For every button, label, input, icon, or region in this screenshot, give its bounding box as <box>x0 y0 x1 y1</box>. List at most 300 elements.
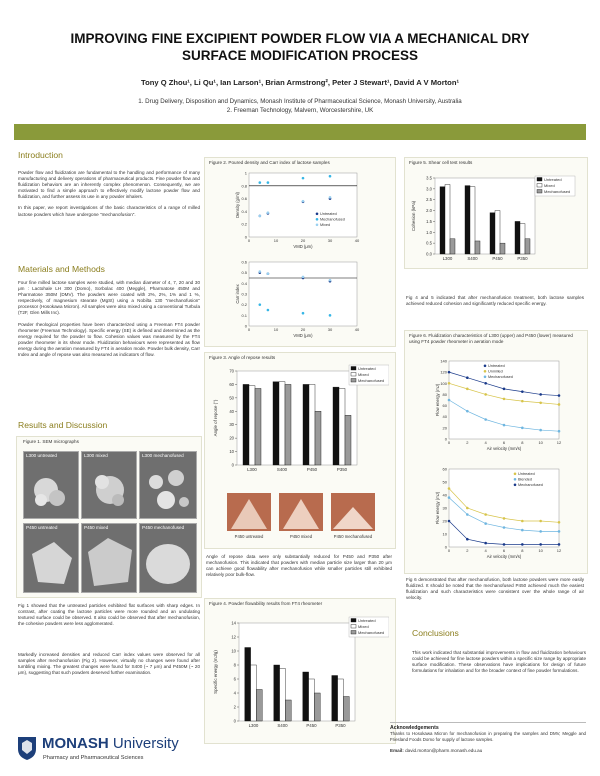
x-axis-label: VMD (μm) <box>293 333 313 338</box>
figure-5-discussion: Fig 4 and 5 indicated that after mechanofusion treatment, both lactose samples achieved reduced cohesion and significantly reduced specific energy. <box>406 295 584 307</box>
legend-label: Mechanofused <box>358 629 385 635</box>
y-tick-label: 80 <box>442 391 447 397</box>
bar-mechanofused <box>285 700 291 721</box>
y-tick-label: 0.3 <box>241 291 247 297</box>
x-category-label: P350 <box>336 467 348 472</box>
y-tick-label: 0.2 <box>241 302 247 308</box>
data-point-mechanofused <box>539 543 542 546</box>
poster-title <box>0 30 600 64</box>
data-point-untreated <box>539 393 542 396</box>
legend-label: Untreated <box>544 176 562 182</box>
figure-5-title: Figure 5. Shear cell test results <box>409 160 473 165</box>
plot-area <box>249 262 357 326</box>
bar-untreated <box>303 672 309 721</box>
data-point-mechanofused <box>267 181 270 184</box>
figure-3-title: Figure 3. Angle of repose results <box>209 355 276 360</box>
data-point-untreated <box>466 507 469 510</box>
data-point-mixed <box>302 276 305 279</box>
y-tick-label: 14 <box>231 620 236 626</box>
data-point-blended <box>558 530 561 533</box>
x-tick-label: 0 <box>247 238 251 243</box>
x-tick-label: 8 <box>521 440 524 445</box>
legend-label: Unmilled <box>488 369 503 374</box>
sem-label: L300 mechanofused <box>142 453 184 458</box>
legend-label: Mixed <box>544 182 555 188</box>
x-tick-label: 12 <box>556 440 562 445</box>
data-point-untreated <box>484 513 487 516</box>
data-point-mechanofused <box>329 175 332 178</box>
data-point-untreated <box>503 517 506 520</box>
sem-image-p450-mechanofused <box>139 523 197 593</box>
data-point-mechanofused <box>484 542 487 545</box>
author-list: Tony Q Zhou¹, Li Qu¹, Ian Larson¹, Brian Armstrong², Peter J Stewart¹, David A V Morton¹ <box>141 78 459 87</box>
y-tick-label: 60 <box>442 403 447 409</box>
data-point-untreated <box>466 376 469 379</box>
bar-mixed <box>470 187 475 254</box>
data-point-mechanofused <box>503 424 506 427</box>
data-point-mechanofused <box>448 520 451 523</box>
photo-p450-mechanofused <box>331 493 375 531</box>
figure-5-cohesion-chart <box>409 168 581 266</box>
x-tick-label: 10 <box>538 548 543 553</box>
x-category-label: S400 <box>467 256 478 261</box>
x-tick-label: 30 <box>327 327 333 332</box>
photo-caption: P450 untreated <box>234 534 264 539</box>
bar-untreated <box>273 382 279 465</box>
bar-mechanofused <box>285 384 291 465</box>
x-category-label: P450 <box>492 256 503 261</box>
x-tick-label: 2 <box>466 440 469 445</box>
x-tick-label: 12 <box>556 548 562 553</box>
affiliation-2: 2. Freeman Technology, Malvern, Worcestershire, UK <box>226 107 374 114</box>
data-point-mixed <box>267 211 270 214</box>
data-point-mechanofused <box>521 543 524 546</box>
y-tick-label: 40 <box>442 414 447 420</box>
data-point-mechanofused <box>521 427 524 430</box>
y-tick-label: 0 <box>444 436 447 442</box>
y-tick-label: 120 <box>440 369 447 375</box>
y-tick-label: 0.6 <box>241 196 247 202</box>
y-tick-label: 0.1 <box>241 312 247 318</box>
powder-heap <box>227 493 271 531</box>
y-tick-label: 10 <box>229 449 234 455</box>
data-point-blended <box>521 529 524 532</box>
bar-untreated <box>333 387 339 465</box>
y-tick-label: 2.0 <box>426 208 432 214</box>
x-tick-label: 0 <box>247 327 251 332</box>
data-point-untreated <box>558 521 561 524</box>
sem-particles <box>24 452 78 518</box>
x-axis-label: Air velocity (mm/s) <box>486 446 522 451</box>
sem-particles <box>24 524 78 592</box>
y-axis-label: Cohesion (kPa) <box>411 200 416 232</box>
data-point-untreated <box>521 520 524 523</box>
data-point-mixed <box>259 215 262 218</box>
bar-mechanofused <box>500 243 505 254</box>
legend-swatch <box>537 190 542 194</box>
legend-label: Mixed <box>320 223 331 227</box>
x-axis-label: VMD (μm) <box>293 244 313 249</box>
bar-mechanofused <box>255 388 261 465</box>
legend-label: Untreated <box>358 617 376 623</box>
data-point-mechanofused <box>329 314 332 317</box>
data-point-mechanofused <box>558 543 561 546</box>
data-point-mechanofused <box>484 418 487 421</box>
bar-untreated <box>490 213 495 254</box>
y-tick-label: 1 <box>244 170 247 176</box>
legend-label: Mixed <box>358 371 369 377</box>
legend-label: Untreated <box>488 364 505 368</box>
y-tick-label: 20 <box>442 518 447 524</box>
x-tick-label: 30 <box>327 238 333 243</box>
data-point-blended <box>503 526 506 529</box>
monash-crest-icon <box>16 735 38 761</box>
data-point-unmilled <box>503 398 506 401</box>
acknowledgements-heading: Acknowledgements <box>390 725 439 731</box>
bar-mixed <box>249 386 255 465</box>
bar-untreated <box>245 648 251 722</box>
x-tick-label: 4 <box>484 548 487 553</box>
photo-caption: P450 mixed <box>289 534 313 539</box>
legend-marker <box>514 484 517 487</box>
introduction-heading: Introduction <box>18 150 63 160</box>
figure-1-panel <box>16 436 202 598</box>
title-line-1: IMPROVING FINE EXCIPIENT POWDER FLOW VIA A MECHANICAL DRY <box>70 31 530 46</box>
bar-mixed <box>280 669 286 722</box>
data-point-mechanofused <box>267 309 270 312</box>
photo-p450-mixed <box>279 493 323 531</box>
bar-mixed <box>338 679 344 721</box>
conclusions-heading: Conclusions <box>412 628 459 638</box>
figure-6-l300-fluidization-chart <box>435 357 565 457</box>
data-point-blended <box>539 530 542 533</box>
y-tick-label: 50 <box>229 395 234 401</box>
bar-mechanofused <box>450 239 455 254</box>
y-tick-label: 30 <box>442 505 447 511</box>
y-tick-label: 0.8 <box>241 183 247 189</box>
data-point-untreated <box>484 382 487 385</box>
y-axis-label: Density (g/ml) <box>235 192 240 218</box>
figure-4-title: Figure 4. Powder flowability results from FT4 rheometer <box>209 601 323 606</box>
legend-swatch <box>351 625 356 629</box>
plot-area <box>249 173 357 237</box>
sem-label: P450 untreated <box>26 525 58 530</box>
methods-paragraph-1: Four fine milled lactose samples were studied, with median diameter of 4, 7, 20 and 30 μm : Lactohale LH 300 (Domo), Sorbolac 400 (Meggle), Pharmatose 450M and Pharmatose 350M (DMV). The powders were coated with 2%, 2%, 1% and 1 %, respectively, of magnesium stearate (MgSt) using a Nobilta 130 "mechanofusion" processor (Hosokawa Micron). All samples were also mixed using a conventional Turbula (T2F, Glen Mills Inc). <box>18 280 200 316</box>
y-tick-label: 10 <box>442 531 447 537</box>
data-point-mechanofused <box>466 538 469 541</box>
y-tick-label: 30 <box>229 422 234 428</box>
legend-swatch <box>351 631 356 635</box>
legend-label: Blended <box>518 477 532 482</box>
y-tick-label: 0.6 <box>241 259 247 265</box>
sem-particles <box>82 452 136 518</box>
affiliation-1: 1. Drug Delivery, Disposition and Dynamics, Monash Institute of Pharmaceutical Science, Monash University, Australia <box>138 98 462 105</box>
bar-untreated <box>303 384 309 465</box>
bar-mechanofused <box>475 241 480 254</box>
figure-6-discussion: Fig 6 demonstrated that after mechanofusion, both lactose powders were more easily fluidized. It should be noted that the mechanofused P450 achieved much the easiest fluidization and such characteristics were consistent over the whole range of air velocity. <box>406 577 584 601</box>
x-category-label: S400 <box>277 723 288 728</box>
y-tick-label: 1.0 <box>426 229 432 235</box>
results-paragraph-1: Fig 1 showed that the untreated particles exhibited flat surfaces with sharp edges. In contrast, after coating the lactose particles were more rounded and an undulating textured surface could be observed. It also could be observed that after mechanofusion, the cohesive powders were less agglomerated. <box>18 603 200 627</box>
introduction-section <box>18 150 200 218</box>
y-tick-label: 100 <box>440 380 447 386</box>
methods-section <box>18 264 200 358</box>
bar-untreated <box>274 665 280 721</box>
data-point-unmilled <box>466 388 469 391</box>
data-point-blended <box>448 496 451 499</box>
sem-particles <box>140 452 196 518</box>
data-point-mechanofused <box>539 429 542 432</box>
figure-1-title: Figure 1. SEM micrographs <box>23 439 79 444</box>
y-tick-label: 0 <box>244 323 247 329</box>
x-tick-label: 40 <box>354 238 360 243</box>
data-point-mixed <box>302 200 305 203</box>
email-address: david.morton@pharm.monash.edu.au <box>405 748 483 754</box>
bar-untreated <box>243 384 249 465</box>
y-tick-label: 4 <box>233 690 236 696</box>
figure-2-density-chart <box>235 169 363 253</box>
figure-2-title: Figure 2. Poured density and Carr index of lactose samples <box>209 160 330 165</box>
y-tick-label: 3.0 <box>426 186 432 192</box>
x-tick-label: 40 <box>354 327 360 332</box>
data-point-mechanofused <box>259 303 262 306</box>
legend-marker <box>514 473 517 476</box>
x-category-label: P350 <box>335 723 346 728</box>
y-tick-label: 12 <box>231 634 236 640</box>
x-category-label: L300 <box>247 467 257 472</box>
title-line-2: SURFACE MODIFICATION PROCESS <box>181 48 418 63</box>
y-tick-label: 50 <box>442 479 447 485</box>
legend-marker <box>316 224 319 227</box>
data-point-mechanofused <box>558 430 561 433</box>
legend-marker <box>484 370 487 373</box>
acknowledgements-text: Thanks to Hosokawa Micron for mechanofusion in preparing the samples and DMV, Meggle and Friesland Foods Domo for supply of lactose samples. <box>390 731 586 742</box>
legend-marker <box>316 218 319 221</box>
figure-6-title: Figure 6. Fluidization characteristics of L300 (upper) and P450 (lower) measured using FT4 powder rheometer in aeration mode <box>409 333 573 344</box>
y-tick-label: 0 <box>231 462 234 468</box>
legend-label: Mechanofused <box>488 375 513 379</box>
x-tick-label: 6 <box>502 440 506 445</box>
legend-label: Mechanofused <box>320 217 345 222</box>
bar-mechanofused <box>343 697 349 722</box>
x-axis-label: Air velocity (mm/s) <box>486 554 522 559</box>
legend-label: Mechanofused <box>358 377 385 383</box>
figure-3-angle-of-repose-chart <box>211 363 389 483</box>
figure-3-discussion: Angle of repose data were only substantially reduced for P450 and P350 after mechanofusion. This indicated that powders with median particle size larger than 20 μm can achieve good flowability after mechanofusion while smaller particles still exhibited relatively poor bulk-flow. <box>206 554 392 578</box>
bar-untreated <box>332 676 338 722</box>
y-tick-label: 0 <box>233 718 236 724</box>
legend-swatch <box>537 178 542 182</box>
bar-mixed <box>520 224 525 254</box>
logo-subtitle: Pharmacy and Pharmaceutical Sciences <box>43 755 144 761</box>
sem-label: L300 mixed <box>84 453 108 458</box>
y-tick-label: 0 <box>244 234 247 240</box>
results-paragraph-2: Markedly increased densities and reduced Carr index values were observed for all samples after mechanofusion (Fig 2). However, virtually no changes were found after tumbling mixing. The greatest changes were found for S400 (~ 7 μm) and P450M (~ 20 μm), suggesting that such powders deserved further examination. <box>18 652 200 676</box>
bar-mixed <box>309 384 315 465</box>
y-tick-label: 8 <box>233 662 236 668</box>
bar-mechanofused <box>256 690 262 722</box>
data-point-untreated <box>539 520 542 523</box>
bar-mixed <box>339 388 345 465</box>
data-point-mixed <box>267 272 270 275</box>
data-point-mechanofused <box>466 410 469 413</box>
x-category-label: P450 <box>306 467 318 472</box>
conclusions-text: This work indicated that substantial improvements in flow and fluidization behaviours could be achieved for fine lactose powders within a specific size range by appropriate surface modification. These observations have implications for design of future formulations for inhalation and for the broader context of fine powder formulations. <box>412 650 586 674</box>
data-point-untreated <box>503 388 506 391</box>
legend-label: Untreated <box>358 365 376 371</box>
bar-mixed <box>309 679 315 721</box>
bar-untreated <box>515 221 520 254</box>
results-heading: Results and Discussion <box>18 420 108 430</box>
y-axis-label: Flow energy (mJ) <box>435 491 440 525</box>
sem-image-l300-untreated <box>23 451 79 519</box>
y-tick-label: 6 <box>233 676 236 682</box>
figure-6-panel <box>404 330 588 574</box>
y-axis-label: Carr index <box>235 284 240 304</box>
data-point-mechanofused <box>503 543 506 546</box>
data-point-blended <box>466 513 469 516</box>
photo-caption: P450 mechanofused <box>333 534 373 539</box>
introduction-paragraph-1: Powder flow and fluidization are fundamental to the handling and performance of many manufacturing and delivery operations of pharmaceutical products. Fine powder flow and fluidization behaviors are an inherently complex phenomenon. Consequently, we are motivated to find a simple approach to effectively modify lactose powder flow and fluidization, and further assess its use in any powder inhalers. <box>18 170 200 200</box>
data-point-untreated <box>448 371 451 374</box>
y-tick-label: 0.0 <box>426 251 432 257</box>
legend-label: Untreated <box>518 472 535 476</box>
x-tick-label: 4 <box>484 440 487 445</box>
y-tick-label: 10 <box>231 648 236 654</box>
y-tick-label: 3.5 <box>426 175 432 181</box>
introduction-paragraph-2: In this paper, we report investigations of the basic characteristics of a range of milled lactose powders which have undergone "mechanofusion". <box>18 205 200 217</box>
data-point-mixed <box>329 279 332 282</box>
sem-particles <box>82 524 136 592</box>
contact-email <box>390 748 586 753</box>
results-section <box>18 420 200 430</box>
y-tick-label: 0.2 <box>241 221 247 227</box>
email-label: Email: <box>390 748 404 754</box>
y-tick-label: 1.5 <box>426 218 432 224</box>
x-tick-label: 10 <box>273 238 279 243</box>
legend-marker <box>514 478 517 481</box>
x-tick-label: 0 <box>447 548 451 553</box>
data-point-mechanofused <box>302 177 305 180</box>
y-tick-label: 0 <box>444 544 447 550</box>
x-category-label: P450 <box>306 723 317 728</box>
logo-wordmark <box>42 735 179 752</box>
figure-2-carr-index-chart <box>235 258 363 342</box>
legend-label: Mechanofused <box>544 188 571 194</box>
sem-particles <box>140 524 196 592</box>
bar-mechanofused <box>345 415 351 465</box>
y-tick-label: 0.4 <box>241 280 247 286</box>
legend-marker <box>316 213 319 216</box>
bar-mixed <box>251 665 257 721</box>
legend-label: Mechanofused <box>518 483 543 487</box>
data-point-untreated <box>521 390 524 393</box>
bar-mixed <box>279 382 285 465</box>
legend-label: Untreated <box>320 212 337 216</box>
y-axis-label: Angle of repose (°) <box>213 399 218 437</box>
bar-mixed <box>495 211 500 254</box>
bar-mechanofused <box>315 411 321 465</box>
y-axis-label: Flow energy (mJ) <box>435 383 440 417</box>
figure-6-p450-fluidization-chart <box>435 465 565 565</box>
data-point-mixed <box>329 196 332 199</box>
bar-mechanofused <box>525 239 530 254</box>
x-tick-label: 10 <box>273 327 279 332</box>
sem-label: P450 mixed <box>84 525 109 530</box>
x-tick-label: 10 <box>538 440 543 445</box>
sem-image-l300-mechanofused <box>139 451 197 519</box>
legend-swatch <box>351 367 356 371</box>
data-point-mechanofused <box>259 181 262 184</box>
x-category-label: P350 <box>517 256 528 261</box>
data-point-untreated <box>558 394 561 397</box>
y-tick-label: 0.5 <box>241 270 247 276</box>
data-point-unmilled <box>448 382 451 385</box>
data-point-unmilled <box>521 400 524 403</box>
x-tick-label: 2 <box>466 548 469 553</box>
y-axis-label: Specific energy (mJ/g) <box>213 650 218 694</box>
legend-swatch <box>351 619 356 623</box>
plot-area <box>449 469 559 547</box>
monash-logo <box>16 733 206 769</box>
x-category-label: S400 <box>276 467 288 472</box>
x-tick-label: 0 <box>447 440 451 445</box>
y-tick-label: 40 <box>442 492 447 498</box>
figure-4-specific-energy-chart <box>211 611 389 737</box>
y-tick-label: 20 <box>442 425 447 431</box>
figure-4-panel <box>204 598 396 744</box>
x-tick-label: 20 <box>300 327 306 332</box>
legend-label: Mixed <box>358 623 369 629</box>
legend-marker <box>484 376 487 379</box>
figure-5-panel <box>404 157 588 269</box>
figure-2-panel <box>204 157 396 347</box>
x-category-label: L300 <box>248 723 259 728</box>
data-point-unmilled <box>484 393 487 396</box>
bar-untreated <box>465 186 470 254</box>
legend-marker <box>484 365 487 368</box>
data-point-blended <box>484 522 487 525</box>
legend-swatch <box>351 373 356 377</box>
sem-image-p450-mixed <box>81 523 137 593</box>
logo-name-1: MONASH <box>42 735 109 752</box>
logo-name-2: University <box>112 735 179 752</box>
powder-heap <box>279 493 323 531</box>
figure-3-panel <box>204 352 396 549</box>
photo-p450-untreated <box>227 493 271 531</box>
header-divider-bar <box>14 124 586 140</box>
y-tick-label: 0.4 <box>241 208 247 214</box>
x-category-label: L300 <box>442 256 453 261</box>
y-tick-label: 40 <box>229 408 234 414</box>
y-tick-label: 2 <box>233 704 236 710</box>
data-point-mechanofused <box>448 399 451 402</box>
acknowledgements-section <box>390 722 586 753</box>
legend-swatch <box>351 379 356 383</box>
powder-heap <box>331 493 375 531</box>
y-tick-label: 60 <box>442 466 447 472</box>
x-tick-label: 8 <box>521 548 524 553</box>
conclusions-section <box>412 628 586 674</box>
x-tick-label: 6 <box>502 548 506 553</box>
sem-image-l300-mixed <box>81 451 137 519</box>
bar-untreated <box>440 187 445 254</box>
affiliations <box>0 97 600 115</box>
y-tick-label: 2.5 <box>426 197 432 203</box>
y-tick-label: 0.5 <box>426 240 432 246</box>
bar-mechanofused <box>314 693 320 721</box>
legend-swatch <box>537 184 542 188</box>
